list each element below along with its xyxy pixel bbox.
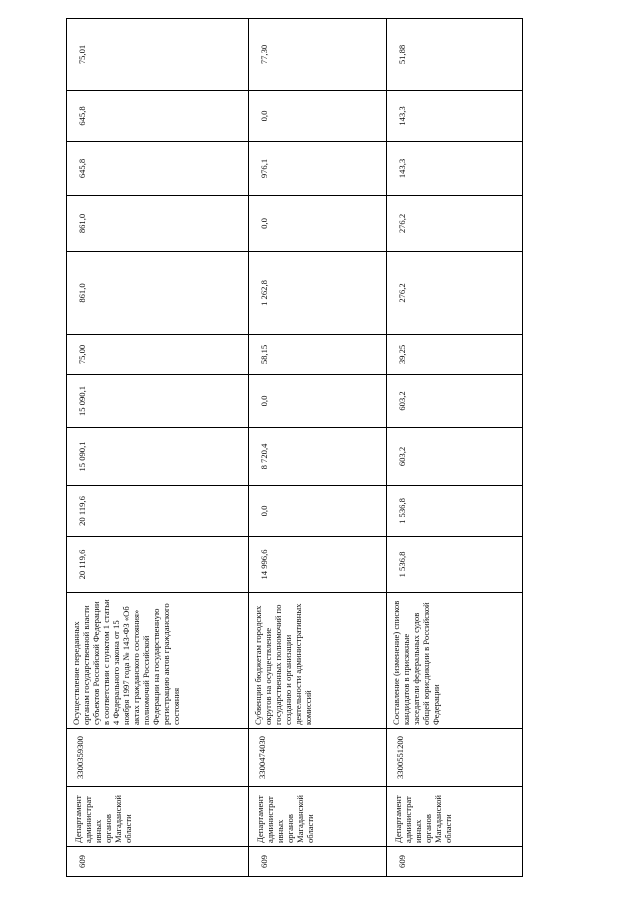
value-cell: 276,2 (387, 252, 523, 335)
percent-cell: 75,01 (67, 19, 249, 91)
grbs-cell: 609 (67, 847, 249, 877)
value-cell: 1 262,8 (249, 252, 387, 335)
rotated-table-wrapper (66, 44, 492, 877)
description-cell: Осуществление переданных органам государственной власти субъектов Российской Федерации в соответствии с пунктом 1 статьи 4 Федерального закона от 15 ноября 1997 года № 143-ФЗ «Об актах гражданского состояния» полномочий Российской Федерации на государственную регистрацию актов гражданского состояния (67, 593, 249, 729)
value-cell: 1 536,8 (387, 537, 523, 593)
description-cell: Составление (изменение) списков кандидатов в присяжные заседатели федеральных судов общей юрисдикции в Российской Федерации (387, 593, 523, 729)
value-cell: 14 996,6 (249, 537, 387, 593)
department-cell: Департамент администрат ивных органов Магаданской области (249, 787, 387, 847)
budget-table (66, 18, 523, 877)
value-cell: 976,1 (249, 142, 387, 196)
value-cell: 0,0 (249, 196, 387, 252)
table-row (249, 19, 387, 877)
percent-cell: 75,00 (67, 335, 249, 375)
grbs-cell: 609 (387, 847, 523, 877)
value-cell: 645,8 (67, 142, 249, 196)
table-row (387, 19, 523, 877)
department-cell: Департамент администрат ивных органов Магаданской области (67, 787, 249, 847)
value-cell: 861,0 (67, 252, 249, 335)
table-row (67, 19, 249, 877)
value-cell: 0,0 (249, 486, 387, 537)
percent-cell: 51,88 (387, 19, 523, 91)
value-cell: 15 090,1 (67, 428, 249, 486)
value-cell: 645,8 (67, 91, 249, 142)
code-cell: 3300474030 (249, 729, 387, 787)
grbs-cell: 609 (249, 847, 387, 877)
value-cell: 20 119,6 (67, 486, 249, 537)
code-cell: 3300551200 (387, 729, 523, 787)
percent-cell: 58,15 (249, 335, 387, 375)
percent-cell: 39,25 (387, 335, 523, 375)
value-cell: 603,2 (387, 375, 523, 428)
description-cell: Субвенции бюджетам городских округов на осуществление государственных полномочий по созданию и организации деятельности административных комиссий (249, 593, 387, 729)
value-cell: 20 119,6 (67, 537, 249, 593)
value-cell: 8 720,4 (249, 428, 387, 486)
code-cell: 3300359300 (67, 729, 249, 787)
value-cell: 861,0 (67, 196, 249, 252)
value-cell: 0,0 (249, 91, 387, 142)
value-cell: 143,3 (387, 142, 523, 196)
value-cell: 603,2 (387, 428, 523, 486)
value-cell: 1 536,8 (387, 486, 523, 537)
value-cell: 0,0 (249, 375, 387, 428)
value-cell: 276,2 (387, 196, 523, 252)
value-cell: 143,3 (387, 91, 523, 142)
value-cell: 15 090,1 (67, 375, 249, 428)
department-cell: Департамент администрат ивных органов Магаданской области (387, 787, 523, 847)
percent-cell: 77,30 (249, 19, 387, 91)
